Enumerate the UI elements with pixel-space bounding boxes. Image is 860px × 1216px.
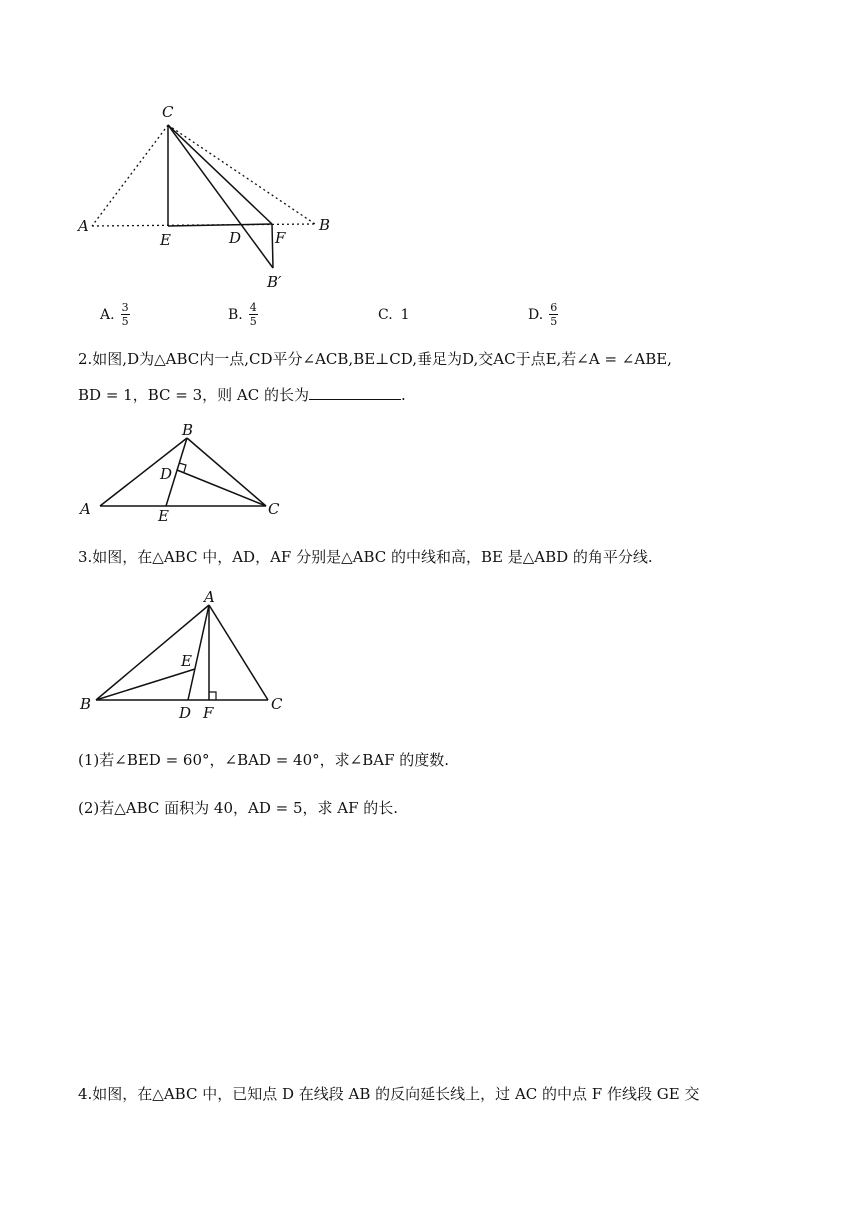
- q2-figure: [70, 420, 300, 525]
- q3-label-d: D: [179, 704, 192, 722]
- q2-label-a: A: [80, 500, 91, 518]
- q3-figure: [70, 585, 300, 725]
- q2-label-b: B: [182, 421, 194, 439]
- q3-label-a: A: [204, 588, 215, 606]
- q2-label-c: C: [268, 500, 280, 518]
- q1-label-b-prime: B′: [267, 273, 282, 291]
- q1-label-b: B: [319, 216, 331, 234]
- q3-part2: (2)若△ABC 面积为 40，AD = 5，求 AF 的长.: [78, 799, 399, 817]
- q1-label-a: A: [78, 217, 89, 235]
- q2-stem-line1: 2.如图,D为△ABC内一点,CD平分∠ACB,BE⊥CD,垂足为D,交AC于点E,若∠A = ∠ABE,: [78, 350, 672, 368]
- q3-stem: 3.如图，在△ABC 中，AD，AF 分别是△ABC 的中线和高，BE 是△ABD 的角平分线.: [78, 548, 653, 566]
- q1-option-a: A. $\frac{3}{5}$: [100, 301, 129, 328]
- q1-option-d: D. $\frac{6}{5}$: [528, 301, 558, 328]
- q1-label-e: E: [160, 231, 171, 249]
- q3-label-c: C: [271, 695, 283, 713]
- q2-label-e: E: [158, 507, 169, 525]
- q2-answer-blank[interactable]: [309, 385, 401, 400]
- q1-label-c: C: [162, 103, 174, 121]
- q2-label-d: D: [160, 465, 173, 483]
- q3-part1: (1)若∠BED = 60°，∠BAD = 40°，求∠BAF 的度数.: [78, 751, 450, 769]
- q4-stem: 4.如图，在△ABC 中，已知点 D 在线段 AB 的反向延长线上，过 AC 的中点 F 作线段 GE 交: [78, 1085, 700, 1103]
- q3-label-f: F: [203, 704, 214, 722]
- q1-option-b: B. $\frac{4}{5}$: [228, 301, 257, 328]
- q1-option-c: C. 1: [378, 307, 410, 323]
- q2-stem-line2: BD = 1，BC = 3，则 AC 的长为 .: [78, 386, 406, 404]
- q1-label-f: F: [275, 229, 286, 247]
- q1-label-d: D: [229, 229, 242, 247]
- q1-figure: [70, 95, 350, 295]
- q3-label-b: B: [80, 695, 92, 713]
- q3-label-e: E: [181, 652, 192, 670]
